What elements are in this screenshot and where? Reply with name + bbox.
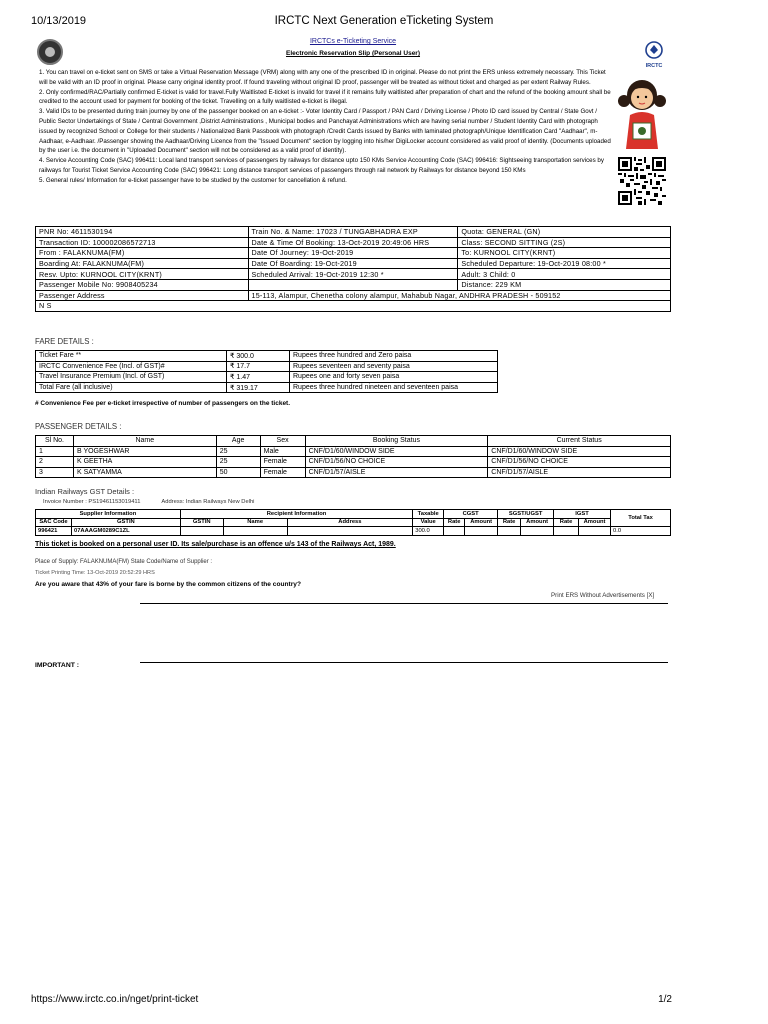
passenger-address: 15-113, Alampur, Chenetha colony alampur, Mahabub Nagar, ANDHRA PRADESH - 509152 bbox=[248, 290, 671, 301]
rule-3: 3. Valid IDs to be presented during train journey by one of the passenger booked on an e-ticket :- Voter Identity Card / Passport / PAN Card / Driving License / Photo ID card issued by Central / State Govt / Public Sector Undertakings of State / Central Government ,District Administrations , Municipal bodies and Panchayat Administrations which are having serial number / Student Identity Card with photograph issued by recognized School or College for their students / Nationalized Bank Passbook with photograph /Credit Cards issued by Banks with laminated photograph/Unique Identification Card "Aadhaar", m-Aadhaar, e-Aadhaar. /Passenger showing the Aadhaar/Driving Licence from the "Issued Document" section by logging into his/her DigiLocker account considered as valid proof of identity. (Documents uploaded by the user i.e. the document in "Uploaded Document" section will not be considered as a valid proof of identity). bbox=[39, 108, 611, 155]
transaction-id: Transaction ID: 100002086572713 bbox=[36, 237, 249, 248]
taxable-value: 300.0 bbox=[413, 527, 444, 536]
cell bbox=[223, 527, 287, 536]
supplier-header: Supplier Information bbox=[36, 510, 181, 519]
page-number: 1/2 bbox=[658, 994, 672, 1005]
taxable-header: Taxable bbox=[413, 510, 444, 519]
gst-table bbox=[35, 509, 671, 536]
empty-cell bbox=[248, 279, 458, 290]
cell: 25 bbox=[216, 457, 260, 468]
cell: K GEETHA bbox=[73, 457, 216, 468]
important-label: IMPORTANT : bbox=[35, 662, 80, 669]
cell bbox=[554, 527, 579, 536]
mobile-number: Passenger Mobile No: 9908405234 bbox=[36, 279, 249, 290]
travel-class: Class: SECOND SITTING (2S) bbox=[458, 237, 671, 248]
quota: Quota: GENERAL (GN) bbox=[458, 227, 671, 238]
cell bbox=[579, 527, 611, 536]
service-title: IRCTCs e-Ticketing Service bbox=[309, 38, 397, 45]
boarding-station: Boarding At: FALAKNUMA(FM) bbox=[36, 258, 249, 269]
invoice-info bbox=[43, 499, 254, 505]
recipient-gstin-header: GSTIN bbox=[180, 518, 223, 527]
rules-list bbox=[39, 68, 614, 186]
cell: CNF/D1/60/WINDOW SIDE bbox=[305, 446, 488, 457]
fare-table bbox=[35, 350, 498, 393]
cell bbox=[465, 527, 498, 536]
name-header: Name bbox=[223, 518, 287, 527]
journey-date: Date Of Journey: 19-Oct-2019 bbox=[248, 248, 458, 259]
fare-row bbox=[36, 361, 498, 372]
cell: 50 bbox=[216, 467, 260, 478]
rule-4: 4. Service Accounting Code (SAC) 996411: Local land transport services of passengers by railways for distance upto 150 KMs Service Accounting Code (SAC) 996416: Sightseeing transportation services by railways for Tourist Ticket Service Accounting Code (SAC) 996421: Long distance transport services of passengers through rail network by Railways for distance beyond 150 KMs bbox=[39, 157, 604, 174]
cell: 1 bbox=[36, 446, 74, 457]
gstin-header: GSTIN bbox=[71, 518, 180, 527]
page-url: https://www.irctc.co.in/nget/print-ticket bbox=[31, 994, 199, 1005]
total-tax-header: Total Tax bbox=[611, 510, 671, 527]
train-name: Train No. & Name: 17023 / TUNGABHADRA EXP bbox=[248, 227, 458, 238]
cell: CNF/D1/56/NO CHOICE bbox=[305, 457, 488, 468]
gst-details-title: Indian Railways GST Details : bbox=[35, 487, 135, 496]
amount-header: Amount bbox=[521, 518, 554, 527]
igst-header: IGST bbox=[554, 510, 611, 519]
fare-amount: ₹ 300.0 bbox=[227, 351, 290, 362]
fare-awareness-note: Are you aware that 43% of your fare is borne by the common citizens of the country? bbox=[35, 581, 302, 588]
irctc-logo-text: IRCTC bbox=[645, 63, 663, 69]
divider bbox=[140, 603, 668, 604]
cell: CNF/D1/60/WINDOW SIDE bbox=[488, 446, 671, 457]
scheduled-arrival: Scheduled Arrival: 19-Oct-2019 12:30 * bbox=[248, 269, 458, 280]
cell bbox=[180, 527, 223, 536]
fare-label: Travel Insurance Premium (Incl. of GST) bbox=[36, 372, 227, 383]
cell: Female bbox=[260, 467, 305, 478]
total-tax: 0.0 bbox=[611, 527, 671, 536]
cell: Male bbox=[260, 446, 305, 457]
print-date: 10/13/2019 bbox=[31, 15, 87, 27]
value-header: Value bbox=[413, 518, 444, 527]
fare-label: Ticket Fare ** bbox=[36, 351, 227, 362]
boarding-date: Date Of Boarding: 19-Oct-2019 bbox=[248, 258, 458, 269]
journey-details-table bbox=[35, 226, 671, 312]
col-header: Sex bbox=[260, 436, 305, 447]
to-station: To: KURNOOL CITY(KRNT) bbox=[458, 248, 671, 259]
rule-5: 5. General rules/ Information for e-ticket passenger have to be studied by the customer for cancellation & refund. bbox=[39, 176, 347, 184]
rule-1: 1. You can travel on e-ticket sent on SMS or take a Virtual Reservation Message (VRM) along with any one of the prescribed ID in original. Please do not print the ERS unless extremely necessary. This Ticket will be valid with an ID proof in original. Please carry original identity proof. If found traveling without original ID proof, passenger will be treated as without ticket and charged as per extent Railway Rules. bbox=[39, 69, 606, 86]
fare-words: Rupees one and forty seven paisa bbox=[290, 372, 498, 383]
cell: K SATYAMMA bbox=[73, 467, 216, 478]
fare-words: Rupees seventeen and seventy paisa bbox=[290, 361, 498, 372]
pnr-number: PNR No: 4611530194 bbox=[36, 227, 249, 238]
fare-amount: ₹ 319.17 bbox=[227, 382, 290, 393]
fare-words: Rupees three hundred nineteen and seventeen paisa bbox=[290, 382, 498, 393]
amount-header: Amount bbox=[579, 518, 611, 527]
ticket-printing-time: Ticket Printing Time: 13-Oct-2019 20:52:29 HRS bbox=[35, 570, 155, 576]
fare-amount: ₹ 17.7 bbox=[227, 361, 290, 372]
passenger-table bbox=[35, 435, 671, 478]
cell: B YOGESHWAR bbox=[73, 446, 216, 457]
rule-2: 2. Only confirmed/RAC/Partially confirmed E-ticket is valid for travel.Fully Waitlisted E-ticket is invalid for travel if it remains fully waitlisted after preparation of chart and the refund of the booking amount shall be credited to the account used for payment for booking of the ticket. Travelling on a fully waitlisted e-ticket is illegal. bbox=[39, 88, 611, 106]
cell bbox=[287, 527, 413, 536]
address-label: Passenger Address bbox=[36, 290, 249, 301]
passenger-details-title: PASSENGER DETAILS : bbox=[35, 422, 122, 431]
cell bbox=[444, 527, 465, 536]
qr-code bbox=[618, 157, 666, 205]
address-header: Address bbox=[287, 518, 413, 527]
cell: CNF/D1/57/AISLE bbox=[305, 467, 488, 478]
sgst-header: SGST/UGST bbox=[498, 510, 554, 519]
cgst-header: CGST bbox=[444, 510, 498, 519]
table-row bbox=[36, 457, 671, 468]
slip-title: Electronic Reservation Slip (Personal User) bbox=[285, 50, 421, 57]
cell: Female bbox=[260, 457, 305, 468]
fare-details-title: FARE DETAILS : bbox=[35, 337, 94, 346]
reservation-upto: Resv. Upto: KURNOOL CITY(KRNT) bbox=[36, 269, 249, 280]
fare-row bbox=[36, 372, 498, 383]
place-of-supply: Place of Supply: FALAKNUMA(FM) State Code/Name of Supplier : bbox=[35, 559, 213, 565]
table-row bbox=[36, 446, 671, 457]
convenience-fee-note: # Convenience Fee per e-ticket irrespective of number of passengers on the ticket. bbox=[35, 400, 291, 407]
col-header: Age bbox=[216, 436, 260, 447]
divider bbox=[140, 662, 668, 663]
rate-header: Rate bbox=[554, 518, 579, 527]
col-header: Name bbox=[73, 436, 216, 447]
amount-header: Amount bbox=[465, 518, 498, 527]
col-header: Sl No. bbox=[36, 436, 74, 447]
booking-time: Date & Time Of Booking: 13-Oct-2019 20:49:06 HRS bbox=[248, 237, 458, 248]
page-title: IRCTC Next Generation eTicketing System bbox=[274, 15, 494, 27]
cell: CNF/D1/57/AISLE bbox=[488, 467, 671, 478]
mascot-girl-icon bbox=[616, 71, 668, 151]
fare-row bbox=[36, 351, 498, 362]
recipient-header: Recipient Information bbox=[180, 510, 412, 519]
fare-amount: ₹ 1.47 bbox=[227, 372, 290, 383]
fare-words: Rupees three hundred and Zero paisa bbox=[290, 351, 498, 362]
fare-row bbox=[36, 382, 498, 393]
table-row bbox=[36, 467, 671, 478]
rate-header: Rate bbox=[498, 518, 521, 527]
cell: 2 bbox=[36, 457, 74, 468]
passenger-count: Adult: 3 Child: 0 bbox=[458, 269, 671, 280]
sac-header: SAC Code bbox=[36, 518, 72, 527]
rate-header: Rate bbox=[444, 518, 465, 527]
cell bbox=[498, 527, 521, 536]
personal-id-warning: This ticket is booked on a personal user ID. Its sale/purchase is an offence u/s 143 of the Railways Act, 1989. bbox=[35, 541, 396, 548]
table-row bbox=[36, 527, 671, 536]
cell: 3 bbox=[36, 467, 74, 478]
gstin: 07AAAGM0289C1ZL bbox=[71, 527, 180, 536]
cell: CNF/D1/56/NO CHOICE bbox=[488, 457, 671, 468]
fare-label: IRCTC Convenience Fee (Incl. of GST)# bbox=[36, 361, 227, 372]
invoice-number: Invoice Number : PS19461153019411 bbox=[43, 499, 141, 505]
scheduled-departure: Scheduled Departure: 19-Oct-2019 08:00 * bbox=[458, 258, 671, 269]
gst-address: Address: Indian Railways New Delhi bbox=[161, 499, 255, 505]
col-header: Current Status bbox=[488, 436, 671, 447]
from-station: From : FALAKNUMA(FM) bbox=[36, 248, 249, 259]
distance: Distance: 229 KM bbox=[458, 279, 671, 290]
cell: 25 bbox=[216, 446, 260, 457]
col-header: Booking Status bbox=[305, 436, 488, 447]
ns-row: N S bbox=[36, 301, 671, 312]
fare-label: Total Fare (all inclusive) bbox=[36, 382, 227, 393]
sac-code: 996421 bbox=[36, 527, 72, 536]
print-without-ads-link[interactable]: Print ERS Without Advertisements [X] bbox=[551, 592, 655, 599]
cell bbox=[521, 527, 554, 536]
